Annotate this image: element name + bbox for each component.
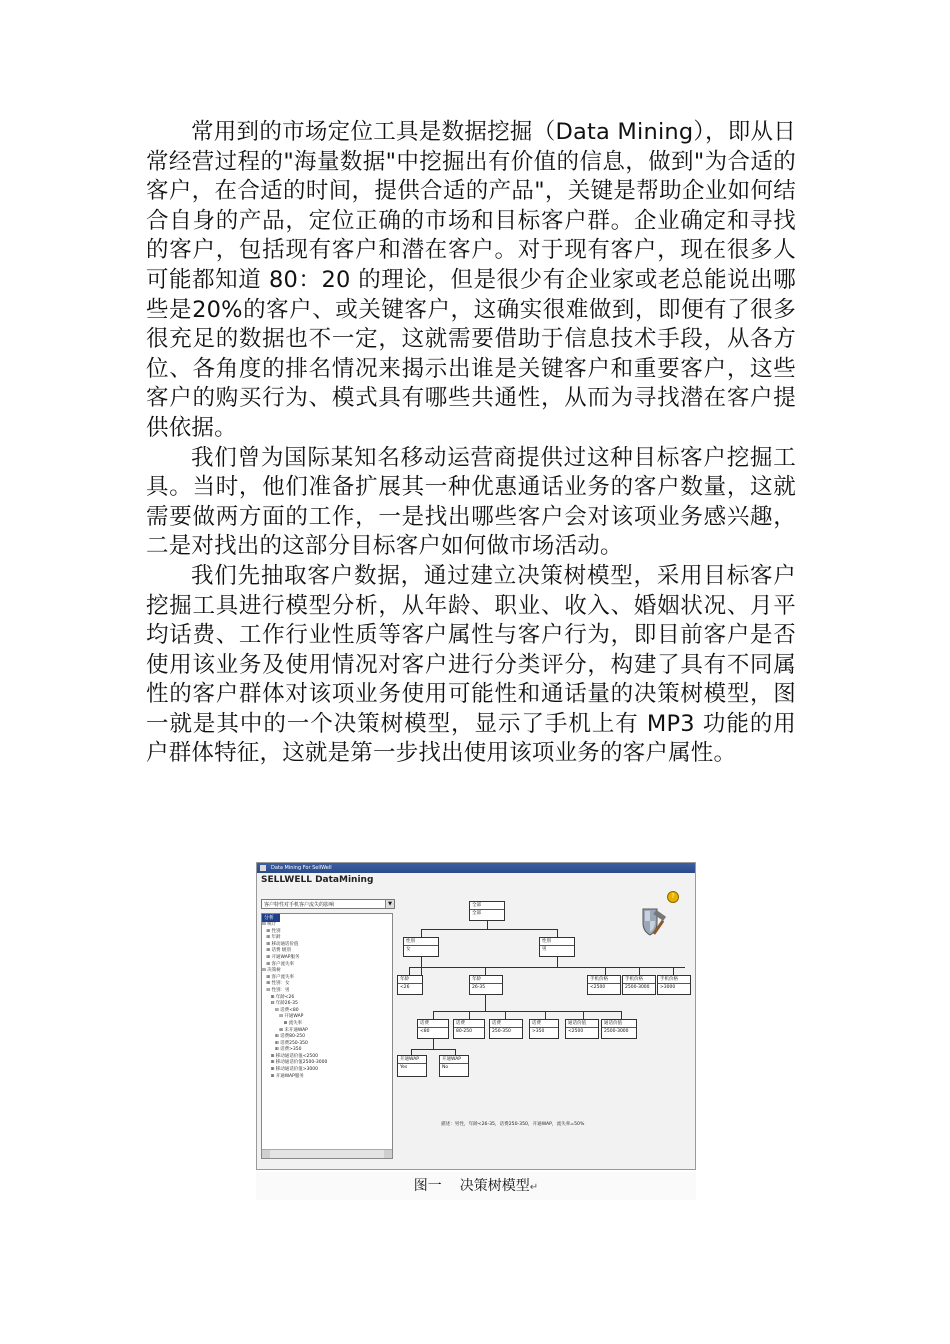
- scroll-left-icon[interactable]: [262, 1150, 270, 1158]
- tree-node-wap-yes[interactable]: 开通WAP Yes: [397, 1055, 427, 1077]
- paragraph-1: 常用到的市场定位工具是数据挖掘（Data Mining），即从日常经营过程的"海量数据"中挖掘出有价值的信息，做到"为合适的客户，在合适的时间，提供合适的产品"，关键是帮助企业如何结合自身的产品，定位正确的市场和目标客户群。企业确定和寻找的客户，包括现有客户和潜在客户。对于现有客户，现在很多人可能都知道 80：20 的理论，但是很少有企业家或老总能说出哪些是20%的客户、或关键客户，这确实很难做到，即便有了很多很充足的数据也不一定，这就需要借助于信息技术手段，从各方位、各角度的排名情况来揭示出谁是关键客户和重要客户，这些客户的购买行为、模式具有哪些共通性，从而为寻找潜在客户提供依据。: [146, 119, 796, 441]
- decision-tree-canvas: [397, 885, 693, 1167]
- paragraph-3: 我们先抽取客户数据，通过建立决策树模型，采用目标客户挖掘工具进行模型分析，从年龄、职业、收入、婚姻状况、月平均话费、工作行业性质等客户属性与客户行为，即目前客户是否使用该业务及使用情况对客户进行分类评分，构建了具有不同属性的客户群体对该项业务使用可能性和通话量的决策树模型，图一就是其中的一个决策树模型，显示了手机上有 MP3 功能的用户群体特征，这就是第一步找出使用该项业务的客户属性。: [146, 562, 796, 767]
- tree-item[interactable]: ⊞ 流失率: [262, 1020, 303, 1026]
- tree-item[interactable]: ⊞ 客户流失率: [262, 961, 294, 967]
- app-icon: [260, 865, 266, 871]
- tree-list: [262, 922, 392, 1080]
- caption-label: 图一: [413, 1178, 442, 1194]
- paragraph-2: 我们曾为国际某知名移动运营商提供过这种目标客户挖掘工具。当时，他们准备扩展其一种优惠通话业务的客户数量，这就需要做两方面的工作，一是找出哪些客户会对该项业务感兴趣，二是对找出的这部分目标客户如何做市场活动。: [146, 444, 796, 560]
- tree-node-phone-price-2[interactable]: 手机价格 2500-3000: [622, 975, 656, 995]
- tree-item[interactable]: ⊟ 性别：男: [262, 987, 290, 993]
- tree-node-fee-3[interactable]: 话费 250-350: [489, 1019, 523, 1039]
- tree-header: 分析: [262, 914, 280, 922]
- tree-item[interactable]: ⊞ 未开通WAP: [262, 1027, 308, 1033]
- help-icon[interactable]: ?: [667, 891, 679, 903]
- node-description: 描述：男性，年龄<26-35，话费250-350，开通WAP，流失率=50%: [441, 1122, 585, 1127]
- window-title: Data Mining For SellWell: [271, 865, 332, 871]
- tree-node-gender-male[interactable]: 性别 男: [539, 937, 575, 957]
- screenshot-window: [256, 862, 696, 1170]
- tree-node-fee-4[interactable]: 话费 >350: [529, 1019, 559, 1039]
- scroll-right-icon[interactable]: [384, 1150, 392, 1158]
- window-titlebar: [257, 863, 695, 873]
- analysis-tree[interactable]: [261, 913, 393, 1159]
- tree-item[interactable]: ⊞ 话费 级别: [262, 948, 291, 954]
- tree-item[interactable]: ⊞ 开通WAP服务: [262, 954, 300, 960]
- tree-item[interactable]: ⊞ 移动通话价值2500-3000: [262, 1060, 328, 1066]
- tree-item[interactable]: ⊞ 话费80-250: [262, 1034, 306, 1040]
- tree-item[interactable]: ⊞ 移动通话价值>3000: [262, 1067, 319, 1073]
- figure-decision-tree: [256, 862, 696, 1200]
- tree-item[interactable]: ⊞ 移动通话价值<2500: [262, 1053, 319, 1059]
- app-brand: SELLWELL DataMining: [261, 875, 374, 885]
- tree-item[interactable]: ⊞ 移动通话价值: [262, 941, 299, 947]
- tree-node-phone-price-3[interactable]: 手机价格 >3000: [657, 975, 691, 995]
- document-body: [146, 118, 796, 769]
- tree-node-fee-1[interactable]: 话费 <80: [417, 1019, 449, 1039]
- tree-node-age-26-35[interactable]: 年龄 26-35: [469, 975, 503, 995]
- horizontal-scrollbar[interactable]: [262, 1149, 392, 1158]
- tree-node-root[interactable]: 全部 全部: [469, 901, 505, 921]
- chevron-down-icon[interactable]: ▼: [385, 900, 394, 908]
- analysis-select[interactable]: [261, 899, 395, 909]
- tree-node-call-value-1[interactable]: 通话价值 <2500: [565, 1019, 599, 1039]
- tree-item[interactable]: ⊞ 性别: [262, 928, 281, 934]
- caption-title: 决策树模型: [459, 1178, 530, 1194]
- figure-caption: [256, 1172, 696, 1200]
- tree-item[interactable]: ⊞ 开通WAP服务: [262, 1073, 304, 1079]
- tree-node-age-under26[interactable]: 年龄 <26: [397, 975, 423, 995]
- tree-item[interactable]: ⊟ 开通WAP: [262, 1014, 304, 1020]
- tree-item[interactable]: ⊟ 话费<80: [262, 1007, 299, 1013]
- paragraph-mark-icon: ↵: [529, 1182, 539, 1193]
- tree-item[interactable]: ⊟ 决策树: [262, 968, 281, 974]
- tree-item[interactable]: ⊟ 年龄26-35: [262, 1001, 298, 1007]
- tree-item[interactable]: ⊞ 客户流失率: [262, 974, 294, 980]
- tree-node-phone-price-1[interactable]: 手机价格 <2500: [587, 975, 621, 995]
- shield-hammer-icon: [637, 905, 669, 939]
- tree-node-wap-no[interactable]: 开通WAP No: [439, 1055, 469, 1077]
- tree-node-gender-female[interactable]: 性别 女: [403, 937, 439, 957]
- tree-item[interactable]: ⊞ 年龄<26: [262, 994, 295, 1000]
- tree-item[interactable]: ⊞ 年龄: [262, 935, 281, 941]
- tree-item[interactable]: ⊟ 统计: [262, 922, 277, 927]
- analysis-select-value: 客户特性对手机客户流失的影响: [264, 902, 335, 908]
- tree-item[interactable]: ⊞ 话费250-350: [262, 1040, 308, 1046]
- tree-item[interactable]: ⊞ 性别：女: [262, 981, 290, 987]
- tree-item[interactable]: ⊞ 话费>350: [262, 1047, 302, 1053]
- tree-node-call-value-2[interactable]: 通话价值 2500-3000: [601, 1019, 637, 1039]
- tree-node-fee-2[interactable]: 话费 80-250: [453, 1019, 485, 1039]
